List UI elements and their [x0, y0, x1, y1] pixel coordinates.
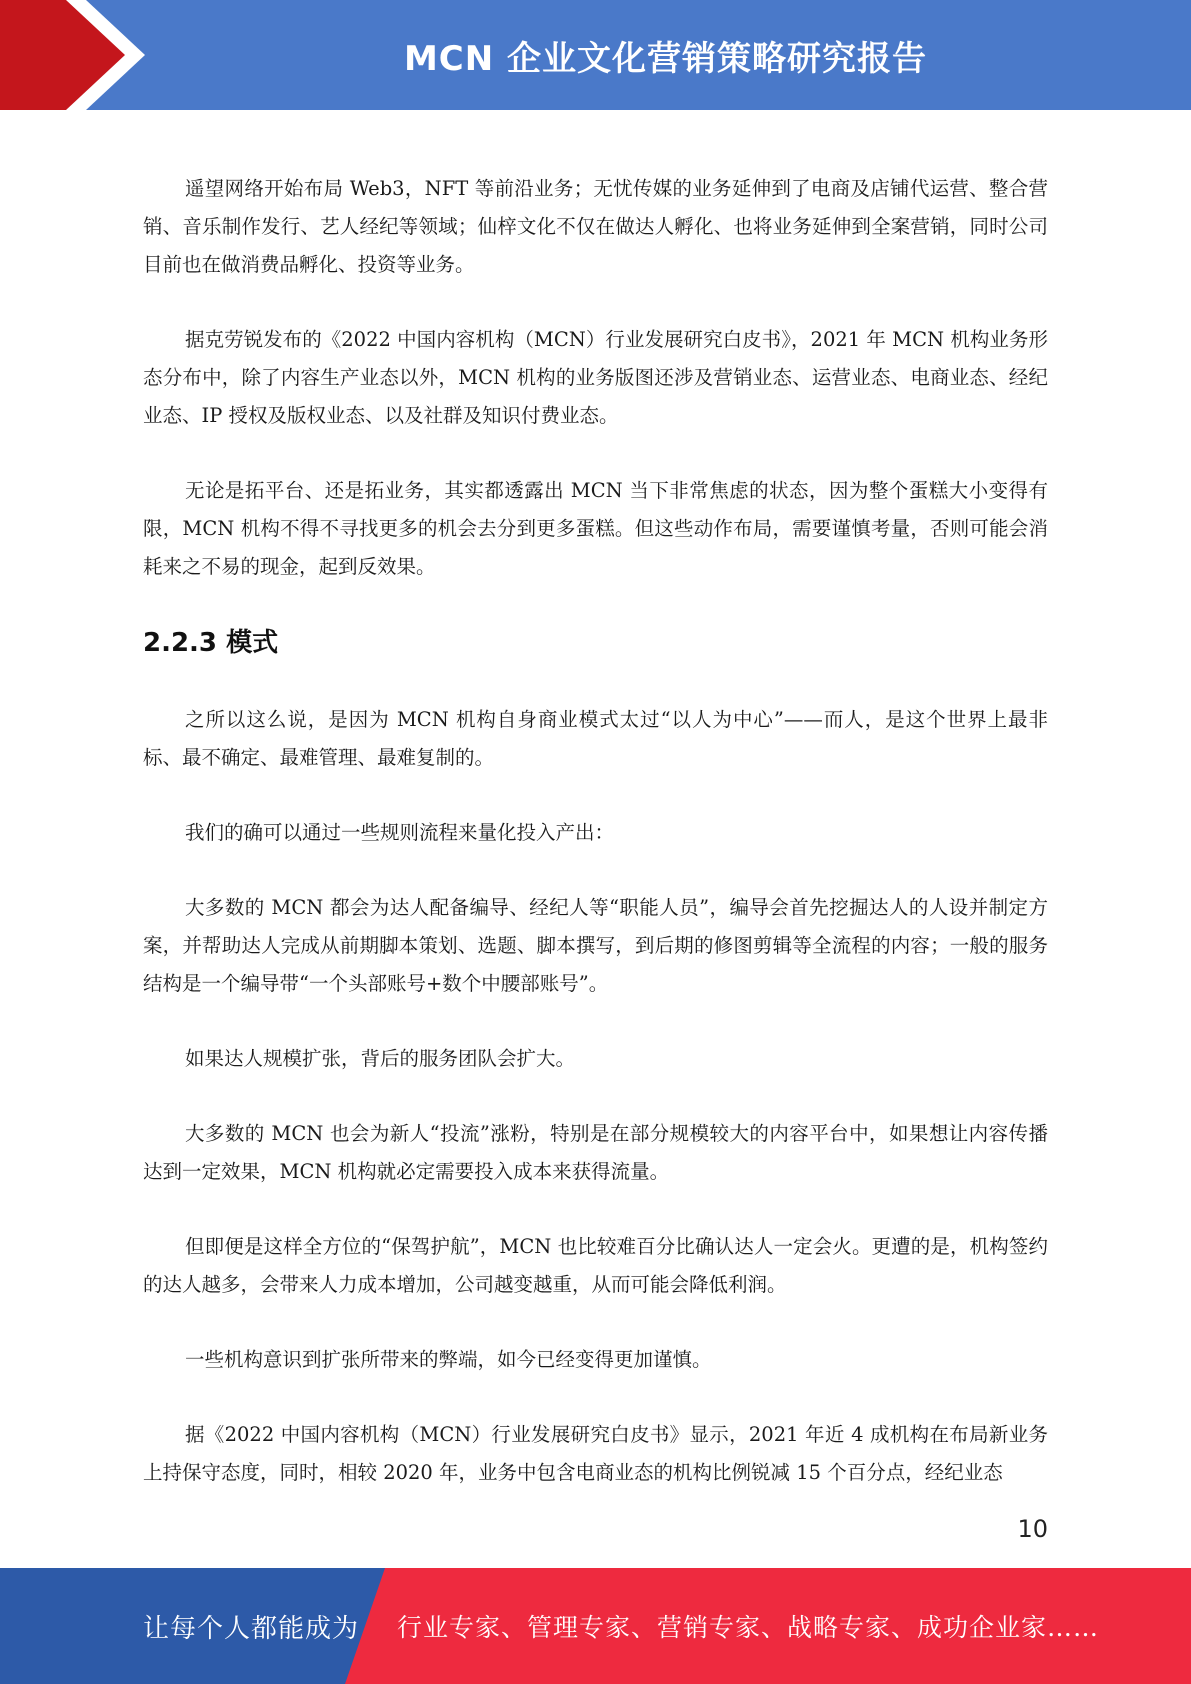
paragraph: 无论是拓平台、还是拓业务，其实都透露出 MCN 当下非常焦虑的状态，因为整个蛋糕大小变得有限，MCN 机构不得不寻找更多的机会去分到更多蛋糕。但这些动作布局，需要谨慎考量，否则可能会消耗来之不易的现金，起到反效果。: [143, 479, 1048, 578]
header-arrow-icon: [0, 0, 160, 110]
paragraph: 据《2022 中国内容机构（MCN）行业发展研究白皮书》显示，2021 年近 4 成机构在布局新业务上持保守态度，同时，相较 2020 年，业务中包含电商业态的机构比例锐减 15 个百分点，经纪业态: [143, 1423, 1048, 1484]
paragraph: 据克劳锐发布的《2022 中国内容机构（MCN）行业发展研究白皮书》，2021 年 MCN 机构业务形态分布中，除了内容生产业态以外，MCN 机构的业务版图还涉及营销业态、运营业态、电商业态、经纪业态、IP 授权及版权业态、以及社群及知识付费业态。: [143, 328, 1048, 427]
paragraph: 如果达人规模扩张，背后的服务团队会扩大。: [185, 1047, 576, 1070]
page-footer: [0, 1568, 1191, 1684]
page-content: [143, 170, 1048, 1529]
page-number: 10: [1017, 1515, 1048, 1543]
paragraph: 我们的确可以通过一些规则流程来量化投入产出：: [185, 821, 615, 844]
footer-slogan-left: 让每个人都能成为: [143, 1613, 360, 1644]
header-title: MCN 企业文化营销策略研究报告: [403, 38, 928, 79]
paragraph: 大多数的 MCN 也会为新人“投流”涨粉，特别是在部分规模较大的内容平台中，如果想让内容传播达到一定效果，MCN 机构就必定需要投入成本来获得流量。: [143, 1122, 1048, 1183]
footer-slogan-right: 行业专家、管理专家、营销专家、战略专家、成功企业家……: [397, 1613, 1100, 1642]
paragraph: 遥望网络开始布局 Web3，NFT 等前沿业务；无忧传媒的业务延伸到了电商及店铺代运营、整合营销、音乐制作发行、艺人经纪等领域；仙梓文化不仅在做达人孵化、也将业务延伸到全案营销，同时公司目前也在做消费品孵化、投资等业务。: [143, 177, 1048, 276]
section-heading: 2.2.3 模式: [143, 628, 279, 658]
page-header: [0, 0, 1191, 110]
paragraph: 之所以这么说，是因为 MCN 机构自身商业模式太过“以人为中心”——而人，是这个世界上最非标、最不确定、最难管理、最难复制的。: [143, 708, 1048, 769]
paragraph: 大多数的 MCN 都会为达人配备编导、经纪人等“职能人员”，编导会首先挖掘达人的人设并制定方案，并帮助达人完成从前期脚本策划、选题、脚本撰写，到后期的修图剪辑等全流程的内容；一般的服务结构是一个编导带“一个头部账号+数个中腰部账号”。: [143, 896, 1048, 995]
paragraph: 一些机构意识到扩张所带来的弊端，如今已经变得更加谨慎。: [185, 1348, 712, 1371]
paragraph: 但即便是这样全方位的“保驾护航”，MCN 也比较难百分比确认达人一定会火。更遭的是，机构签约的达人越多，会带来人力成本增加，公司越变越重，从而可能会降低利润。: [143, 1235, 1048, 1296]
